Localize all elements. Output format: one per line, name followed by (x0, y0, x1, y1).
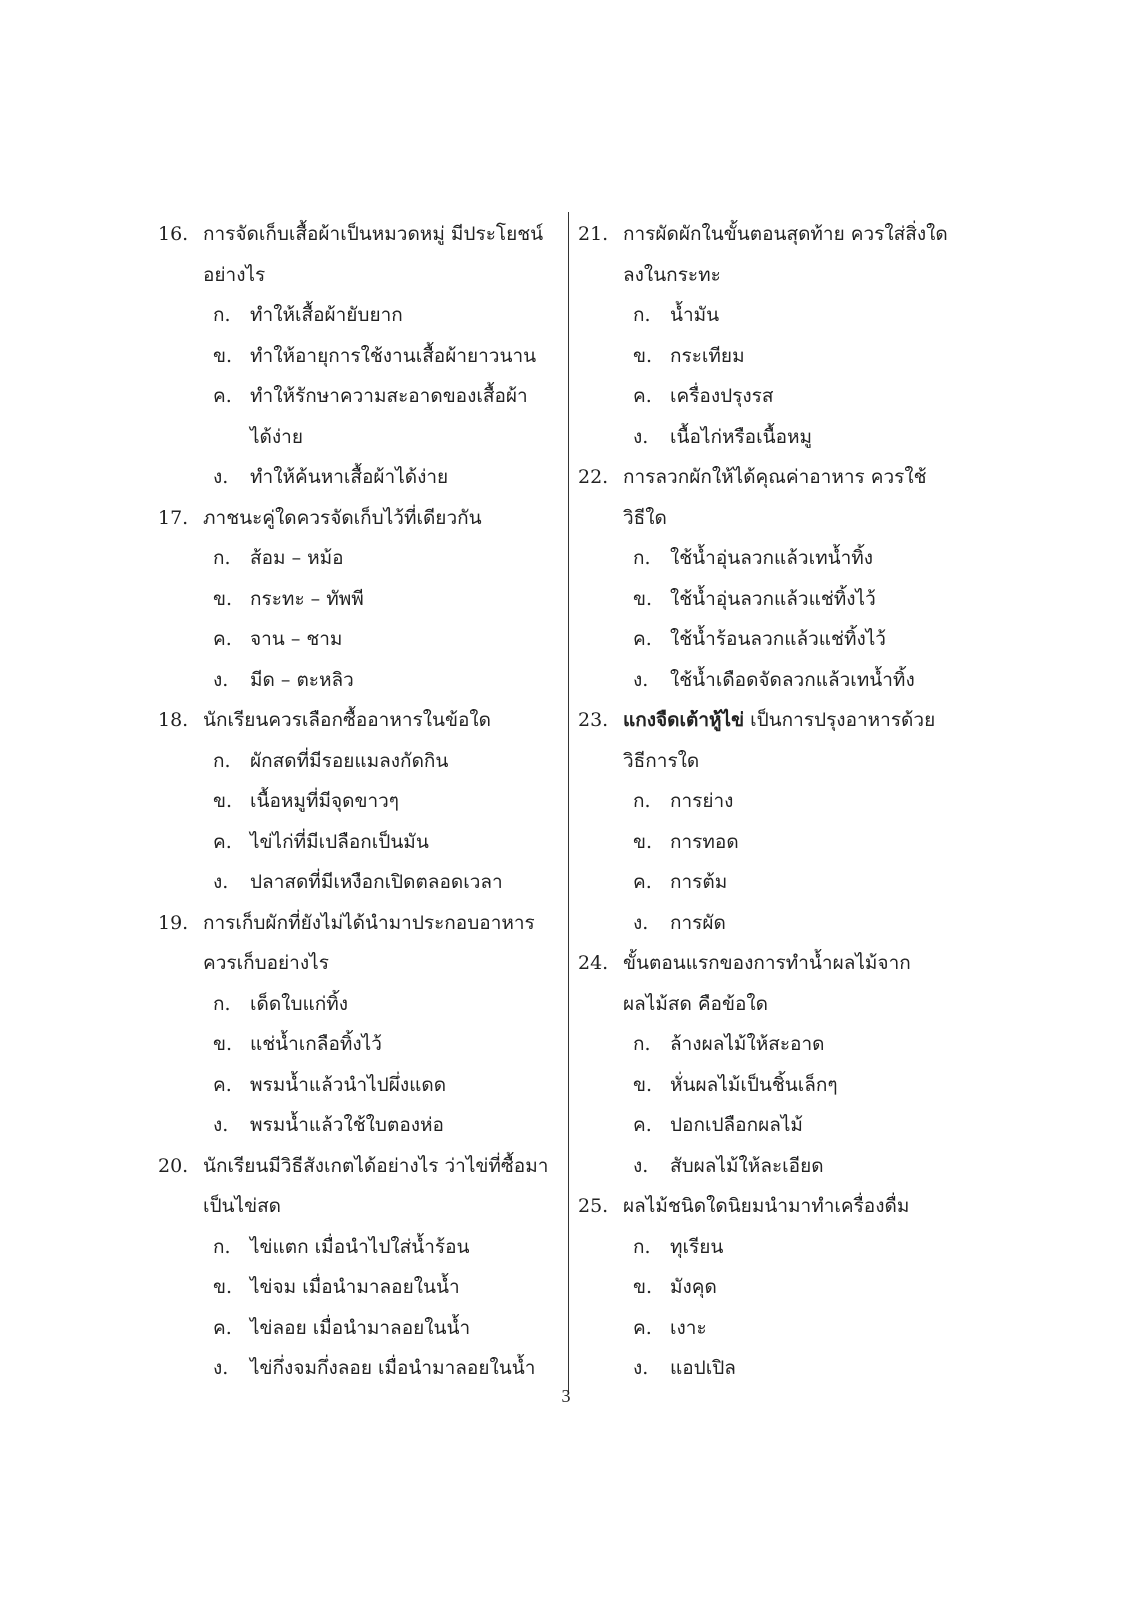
option-d (158, 862, 558, 903)
right-column (578, 214, 998, 1389)
option-text: ทำให้เสื้อผ้ายับยาก (250, 304, 403, 326)
option-text: แอปเปิล (670, 1357, 736, 1379)
option-letter: ข. (213, 344, 233, 367)
option-letter: ข. (213, 587, 233, 610)
option-d (578, 903, 998, 944)
question-text-continued: ควรเก็บอย่างไร (203, 952, 329, 974)
option-d (578, 1146, 998, 1187)
option-d (578, 1348, 998, 1389)
page-number: 3 (561, 1386, 571, 1406)
option-letter: ง. (633, 668, 649, 691)
option-text: ทำให้อายุการใช้งานเสื้อผ้ายาวนาน (250, 344, 537, 367)
option-text: การทอด (670, 830, 739, 853)
option-letter: ข. (633, 587, 653, 610)
question-text-continued: เป็นไข่สด (203, 1195, 282, 1217)
question-number: 23. (578, 709, 609, 731)
option-letter: ค. (213, 1316, 232, 1339)
question-text-continued: อย่างไร (203, 263, 266, 286)
option-d (158, 457, 558, 498)
option-text: ไข่จม เมื่อนำมาลอยในน้ำ (250, 1276, 460, 1298)
question-text-continued: วิธีใด (623, 506, 667, 529)
option-text: ไข่กึ่งจมกึ่งลอย เมื่อนำมาลอยในน้ำ (250, 1357, 536, 1379)
option-a (578, 538, 998, 579)
option-letter: ง. (213, 871, 229, 893)
option-letter: ง. (213, 668, 229, 691)
option-d (578, 417, 998, 458)
option-a (158, 984, 558, 1025)
option-b (158, 336, 558, 377)
option-a (578, 1227, 998, 1268)
option-b (578, 822, 998, 863)
option-b (158, 1267, 558, 1308)
option-a (578, 781, 998, 822)
option-text: กระเทียม (670, 344, 745, 367)
question-number: 24. (578, 952, 609, 974)
option-letter: ค. (213, 830, 232, 853)
option-letter: ง. (213, 1357, 229, 1379)
option-text: มังคุด (670, 1276, 717, 1298)
question-text-bold: แกงจืดเต้าหู้ไข่ (623, 709, 745, 731)
option-d (578, 660, 998, 701)
question-18 (158, 700, 558, 741)
option-text: ปลาสดที่มีเหงือกเปิดตลอดเวลา (250, 871, 503, 893)
option-letter: ง. (213, 466, 229, 488)
option-c (158, 822, 558, 863)
option-c (578, 862, 998, 903)
option-letter: ก. (213, 992, 231, 1015)
option-text: ใช้น้ำอุ่นลวกแล้วแช่ทิ้งไว้ (670, 587, 876, 610)
option-letter: ค. (633, 1114, 652, 1136)
question-21 (578, 214, 998, 255)
question-text-continued: วิธีการใด (623, 749, 700, 772)
option-d (158, 660, 558, 701)
option-letter: ก. (213, 1235, 231, 1258)
option-text-continued: ได้ง่าย (250, 425, 303, 448)
question-text: การลวกผักให้ได้คุณค่าอาหาร ควรใช้ (623, 466, 927, 488)
option-letter: ข. (213, 790, 233, 812)
option-letter: ค. (213, 628, 232, 650)
option-text: ทำให้ค้นหาเสื้อผ้าได้ง่าย (250, 466, 449, 488)
option-text: การย่าง (670, 790, 734, 812)
option-text: พรมน้ำแล้วใช้ใบตองห่อ (250, 1114, 444, 1136)
option-b (578, 579, 998, 620)
question-number: 16. (158, 223, 189, 245)
column-divider (568, 212, 569, 1392)
option-text: ไข่ไก่ที่มีเปลือกเป็นมัน (250, 830, 429, 853)
option-text: แช่น้ำเกลือทิ้งไว้ (250, 1033, 382, 1055)
option-text: เนื้อหมูที่มีจุดขาวๆ (250, 790, 399, 812)
option-c (158, 1308, 558, 1349)
option-text: สับผลไม้ให้ละเอียด (670, 1154, 824, 1177)
question-number: 21. (578, 223, 609, 245)
option-c (158, 376, 558, 417)
question-16 (158, 214, 558, 255)
question-text-continued: ลงในกระทะ (623, 263, 721, 286)
question-text: ภาชนะคู่ใดควรจัดเก็บไว้ที่เดียวกัน (203, 506, 482, 529)
option-b (158, 781, 558, 822)
option-text: ใช้น้ำเดือดจัดลวกแล้วเทน้ำทิ้ง (670, 668, 915, 691)
option-text: เด็ดใบแก่ทิ้ง (250, 992, 349, 1015)
option-letter: ก. (633, 304, 651, 326)
question-text: เป็นการปรุงอาหารด้วย (744, 709, 936, 731)
question-text: นักเรียนควรเลือกซื้ออาหารในข้อใด (203, 709, 492, 731)
option-letter: ง. (633, 425, 649, 448)
option-a (158, 538, 558, 579)
option-c (578, 1105, 998, 1146)
left-column (158, 214, 558, 1389)
question-number: 20. (158, 1154, 189, 1177)
option-text: พรมน้ำแล้วนำไปผึ่งแดด (250, 1073, 447, 1096)
option-a (578, 1024, 998, 1065)
option-text: ส้อม – หม้อ (250, 547, 344, 569)
option-text: การต้ม (670, 871, 728, 893)
option-c (158, 619, 558, 660)
option-letter: ค. (633, 628, 652, 650)
option-a (158, 741, 558, 782)
option-letter: ข. (213, 1276, 233, 1298)
option-text: ผักสดที่มีรอยแมลงกัดกิน (250, 749, 449, 772)
question-25 (578, 1186, 998, 1227)
option-c (158, 1065, 558, 1106)
option-letter: ก. (633, 790, 651, 812)
option-letter: ก. (633, 1235, 651, 1258)
option-text: หั่นผลไม้เป็นชิ้นเล็กๆ (670, 1073, 838, 1096)
option-letter: ง. (633, 1357, 649, 1379)
option-text: เนื้อไก่หรือเนื้อหมู (670, 425, 813, 448)
option-b (578, 1065, 998, 1106)
option-letter: ข. (633, 830, 653, 853)
option-letter: ข. (633, 344, 653, 367)
option-text: ทำให้รักษาความสะอาดของเสื้อผ้า (250, 385, 528, 407)
option-text: เครื่องปรุงรส (670, 385, 774, 407)
option-b (158, 579, 558, 620)
option-letter: ง. (633, 1154, 649, 1177)
option-c (578, 1308, 998, 1349)
option-text: ปอกเปลือกผลไม้ (670, 1114, 803, 1136)
option-text: ล้างผลไม้ให้สะอาด (670, 1033, 825, 1055)
option-text: จาน – ชาม (250, 628, 343, 650)
option-letter: ค. (633, 871, 652, 893)
option-b (578, 336, 998, 377)
question-text: การเก็บผักที่ยังไม่ได้นำมาประกอบอาหาร (203, 911, 535, 934)
question-number: 19. (158, 911, 189, 934)
question-text-continued: ผลไม้สด คือข้อใด (623, 992, 768, 1015)
option-d (158, 1105, 558, 1146)
question-22 (578, 457, 998, 498)
option-a (578, 295, 998, 336)
question-text: การจัดเก็บเสื้อผ้าเป็นหมวดหมู่ มีประโยชน์ (203, 223, 544, 245)
option-letter: ข. (633, 1276, 653, 1298)
question-number: 18. (158, 709, 189, 731)
question-17 (158, 498, 558, 539)
option-letter: ง. (633, 911, 649, 934)
option-letter: ก. (633, 547, 651, 569)
question-number: 22. (578, 466, 609, 488)
option-text: ใช้น้ำร้อนลวกแล้วแช่ทิ้งไว้ (670, 628, 886, 650)
option-a (158, 1227, 558, 1268)
option-text: น้ำมัน (670, 304, 720, 326)
option-letter: ก. (213, 304, 231, 326)
option-text: ใช้น้ำอุ่นลวกแล้วเทน้ำทิ้ง (670, 547, 874, 569)
question-24 (578, 943, 998, 984)
option-text: ไข่แตก เมื่อนำไปใส่น้ำร้อน (250, 1235, 470, 1258)
option-letter: ง. (213, 1114, 229, 1136)
option-letter: ข. (633, 1073, 653, 1096)
option-letter: ข. (213, 1033, 233, 1055)
question-text: ผลไม้ชนิดใดนิยมนำมาทำเครื่องดื่ม (623, 1195, 910, 1217)
option-a (158, 295, 558, 336)
question-number: 25. (578, 1195, 609, 1217)
question-text: นักเรียนมีวิธีสังเกตได้อย่างไร ว่าไข่ที่ซื้อมา (203, 1154, 549, 1177)
option-letter: ค. (633, 1316, 652, 1339)
option-b (158, 1024, 558, 1065)
question-20 (158, 1146, 558, 1187)
option-letter: ก. (213, 547, 231, 569)
question-19 (158, 903, 558, 944)
option-d (158, 1348, 558, 1389)
option-text: มีด – ตะหลิว (250, 668, 354, 691)
option-letter: ก. (633, 1033, 651, 1055)
option-c (578, 376, 998, 417)
question-23 (578, 700, 998, 741)
option-text: กระทะ – ทัพพี (250, 587, 364, 610)
option-letter: ก. (213, 749, 231, 772)
option-text: ไข่ลอย เมื่อนำมาลอยในน้ำ (250, 1316, 471, 1339)
option-letter: ค. (213, 1073, 232, 1096)
option-letter: ค. (633, 385, 652, 407)
question-text: การผัดผักในขั้นตอนสุดท้าย ควรใส่สิ่งใด (623, 223, 948, 245)
question-number: 17. (158, 506, 189, 529)
option-text: ทุเรียน (670, 1235, 724, 1258)
option-text: การผัด (670, 911, 726, 934)
option-text: เงาะ (670, 1316, 707, 1339)
option-c (578, 619, 998, 660)
option-b (578, 1267, 998, 1308)
option-letter: ค. (213, 385, 232, 407)
question-text: ขั้นตอนแรกของการทำน้ำผลไม้จาก (623, 952, 911, 974)
